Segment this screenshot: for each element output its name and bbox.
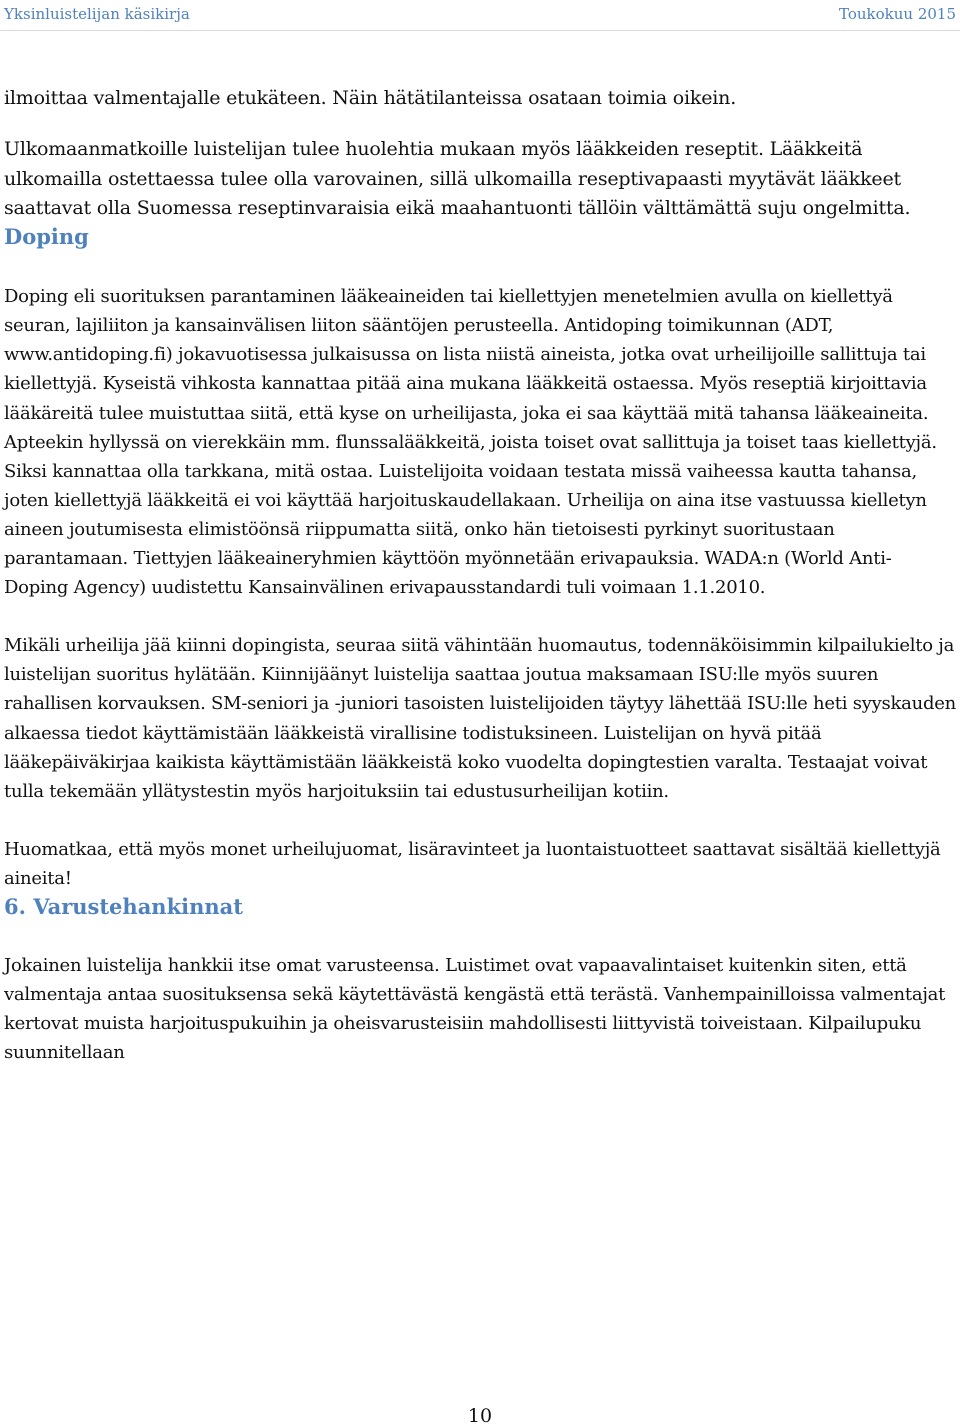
doping-paragraph-2: Mikäli urheilija jää kiinni dopingista, seuraa siitä vähintään huomautus, todennäköisimmin kilpailukielto ja luistelijan suoritus hylätään. Kiinnijäänyt luistelija saattaa joutua maksamaan ISU:lle myös suuren rahallisen korvauksen. SM-seniori ja -juniori tasoisten luistelijoiden täytyy lähettää ISU:lle heti syyskauden alkaessa tiedot käyttämistään lääkkeistä virallisine todistuksineen. Luistelijan on hyvä pitää lääkepäiväkirjaa kaikista käyttämistään lääkkeistä koko vuodelta dopingtestien varalta. Testaajat voivat tulla tekemään yllätystestin myös harjoituksiin tai edustusurheilijan kotiin. [4,635,957,802]
doping-paragraph-3: Huomatkaa, että myös monet urheilujuomat, lisäravinteet ja luontaistuotteet saattavat sisältää kiellettyjä aineita! [4,838,941,889]
intro-paragraph-1: ilmoittaa valmentajalle etukäteen. Näin hätätilanteissa osataan toimia oikein. [4,87,737,109]
page-content [4,84,956,1067]
document-title: Yksinluistelijan käsikirja [4,5,190,23]
intro-section [4,84,956,223]
page-number: 10 [467,1405,493,1427]
intro-paragraph-2: Ulkomaanmatkoille luistelijan tulee huolehtia mukaan myös lääkkeiden reseptit. Lääkkeitä ulkomailla ostettaessa tulee olla varovainen, sillä ulkomailla reseptivapaasti myytävät lääkkeet saattavat olla Suomessa reseptinvaraisia eikä maahantuonti tällöin välttämättä suju ongelmitta. [4,138,911,219]
doping-heading: Doping [4,224,89,250]
varustehankinnat-paragraph-1: Jokainen luistelija hankkii itse omat varusteensa. Luistimet ovat vapaavalintaiset kuitenkin siten, että valmentaja antaa suosituksensa sekä käytettävästä kengästä että terästä. Vanhempainilloissa valmentajat kertovat muista harjoituspukuihin ja oheisvarusteisiin mahdollisesti liittyvistä toiveistaan. Kilpailupuku suunnitellaan [4,954,946,1064]
running-header [0,0,960,31]
doping-section [4,282,956,893]
document-date: Toukokuu 2015 [838,5,956,23]
varustehankinnat-heading: 6. Varustehankinnat [4,893,243,919]
varustehankinnat-section [4,951,956,1067]
doping-paragraph-1: Doping eli suorituksen parantaminen lääkeaineiden tai kiellettyjen menetelmien avulla on kiellettyä seuran, lajiliiton ja kansainvälisen liiton sääntöjen perusteella. Antidoping toimikunnan (ADT, www.antidoping.fi) jokavuotisessa julkaisussa on lista niistä aineista, jotka ovat urheilijoille sallittuja tai kiellettyjä. Kyseistä vihkosta kannattaa pitää aina mukana lääkkeitä ostaessa. Myös reseptiä kirjoittavia lääkäreitä tulee muistuttaa siitä, että kyse on urheilijasta, joka ei saa käyttää mitä tahansa lääkeaineita. Apteekin hyllyssä on vierekkäin mm. flunssalääkkeitä, joista toiset ovat sallittuja ja toiset taas kiellettyjä. Siksi kannattaa olla tarkkana, mitä ostaa. Luistelijoita voidaan testata missä vaiheessa kautta tahansa, joten kiellettyjä lääkkeitä ei voi käyttää harjoituskaudellakaan. Urheilija on aina itse vastuussa kielletyn aineen joutumisesta elimistöönsä riippumatta siitä, onko hän tietoisesti pyrkinyt suoritustaan parantamaan. Tiettyjen lääkeaineryhmien käyttöön myönnetään erivapauksia. WADA:n (World Anti- Doping Agency) uudistettu Kansainvälinen erivapausstandardi tuli voimaan 1.1.2010. [4,286,937,599]
